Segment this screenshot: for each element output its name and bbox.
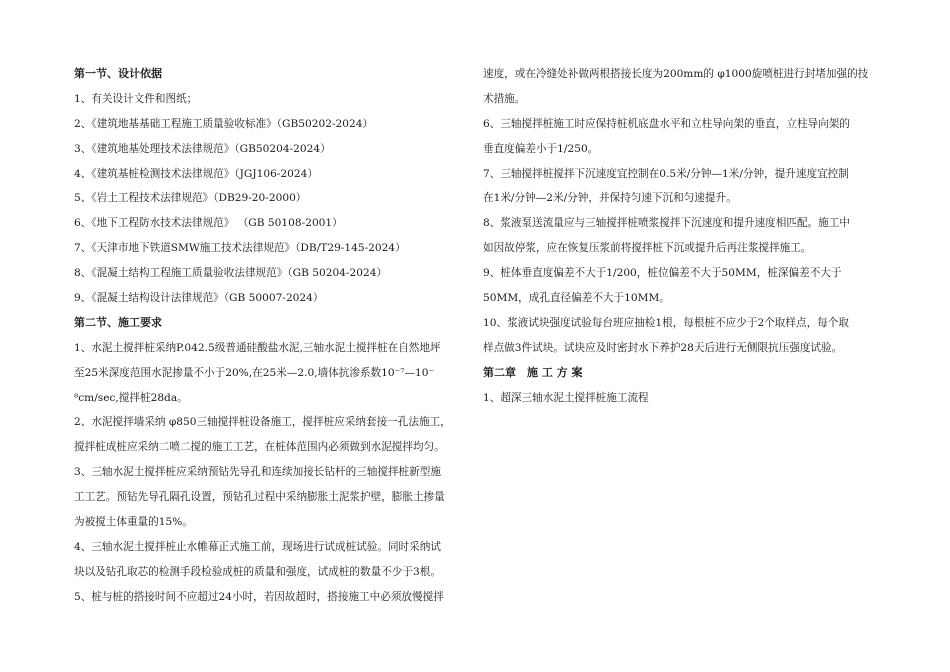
text-line: 9、桩体垂直度偏差不大于1/200，桩位偏差不大于50MM，桩深偏差不大于 bbox=[483, 267, 842, 280]
text-line: 垂直度偏差小于1/250。 bbox=[483, 142, 599, 155]
text-line: 50MM，成孔直径偏差不大于10MM。 bbox=[483, 292, 670, 305]
section-heading: 第二章 施 工 方 案 bbox=[483, 365, 583, 379]
text-line: 样点做3件试块。试块应及时密封水下养护28天后进行无侧限抗压强度试验。 bbox=[483, 341, 843, 354]
text-line: 2、水泥搅拌墙采纳 φ850三轴搅拌桩设备施工，搅拌桩应采纳套接一孔法施工， bbox=[74, 416, 451, 429]
text-line: 为被搅土体重量的15%。 bbox=[74, 516, 193, 529]
text-line: 术措施。 bbox=[483, 92, 526, 105]
text-line: 6、《地下工程防水技术法律规范》 （GB 50108-2001） bbox=[74, 217, 343, 230]
text-line: 速度，或在冷缝处补做两根搭接长度为200mm的 φ1000旋喷桩进行封堵加强的技 bbox=[483, 68, 869, 80]
text-line: 4、三轴水泥土搅拌桩止水帷幕正式施工前，现场进行试成桩试验。同时采纳试 bbox=[74, 540, 441, 553]
text-line: ⁸cm/sec,搅拌桩28da。 bbox=[74, 391, 188, 404]
section-heading: 第二节、施工要求 bbox=[74, 315, 162, 329]
text-line: 6、三轴搅拌桩施工时应保持桩机底盘水平和立柱导向架的垂直，立柱导向架的 bbox=[483, 117, 850, 130]
text-line: 1、超深三轴水泥土搅拌桩施工流程 bbox=[483, 391, 649, 404]
text-line: 在1米/分钟—2米/分钟，并保持匀速下沉和匀速提升。 bbox=[483, 192, 737, 205]
text-line: 1、有关设计文件和图纸； bbox=[74, 92, 198, 105]
text-line: 至25米深度范围水泥掺量不小于20%,在25米—2.0,墙体抗渗系数10⁻⁷—10⁻ bbox=[74, 366, 435, 379]
text-line: 1、水泥土搅拌桩采纳P.042.5级普通硅酸盐水泥,三轴水泥土搅拌桩在自然地坪 bbox=[74, 341, 441, 354]
text-line: 3、《建筑地基处理技术法律规范》（GB50204-2024） bbox=[74, 142, 331, 155]
text-line: 2、《建筑地基基础工程施工质量验收标准》（GB50202-2024） bbox=[74, 117, 374, 130]
text-line: 工工艺。预钻先导孔隔孔设置，预钻孔过程中采纳膨胀土泥浆护壁，膨胀土掺量 bbox=[74, 491, 445, 504]
text-line: 3、三轴水泥土搅拌桩应采纳预钻先导孔和连续加接长钻杆的三轴搅拌桩新型施 bbox=[74, 466, 441, 479]
text-line: 块以及钻孔取芯的检测手段检验成桩的质量和强度，试成桩的数量不少于3根。 bbox=[74, 565, 441, 578]
text-line: 7、三轴搅拌桩搅拌下沉速度宜控制在0.5米/分钟—1米/分钟，提升速度宜控制 bbox=[483, 167, 849, 180]
section-heading: 第一节、设计依据 bbox=[74, 67, 162, 80]
text-line: 4、《建筑基桩检测技术法律规范》（JGJ106-2024） bbox=[74, 167, 318, 180]
text-line: 搅拌桩成桩应采纳二喷二搅的施工工艺，在桩体范围内必须做到水泥搅拌均匀。 bbox=[74, 441, 445, 454]
text-line: 如因故停浆，应在恢复压浆前将搅拌桩下沉或提升后再注浆搅拌施工。 bbox=[483, 242, 812, 255]
right-column bbox=[483, 62, 885, 410]
text-line: 5、桩与桩的搭接时间不应超过24小时，若因故超时，搭接施工中必须放慢搅拌 bbox=[74, 590, 444, 603]
text-line: 8、《混凝土结构工程施工质量验收法律规范》（GB 50204-2024） bbox=[74, 267, 388, 280]
text-line: 5、《岩土工程技术法律规范》（DB29-20-2000） bbox=[74, 192, 307, 205]
text-line: 9、《混凝土结构设计法律规范》（GB 50007-2024） bbox=[74, 292, 324, 305]
text-line: 7、《天津市地下铁道SMW施工技术法律规范》（DB/T29-145-2024） bbox=[74, 242, 406, 255]
left-column bbox=[74, 62, 476, 610]
text-line: 10、浆液试块强度试验每台班应抽检1根，每根桩不应少于2个取样点，每个取 bbox=[483, 316, 849, 329]
text-line: 8、浆液泵送流量应与三轴搅拌桩喷浆搅拌下沉速度和提升速度相匹配。施工中 bbox=[483, 217, 850, 230]
